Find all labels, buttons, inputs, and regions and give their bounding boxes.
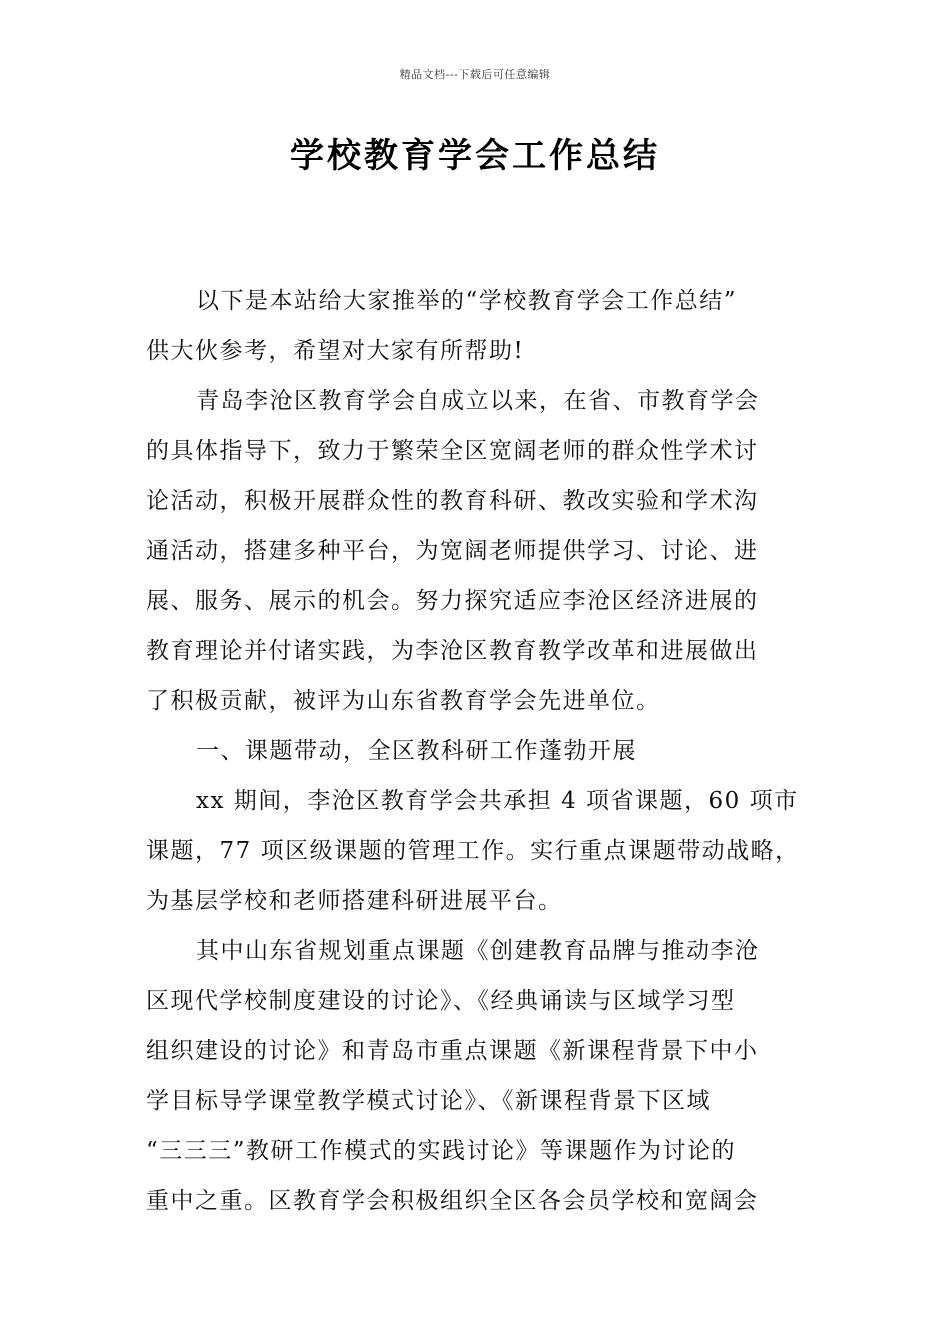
body-line: 教育理论并付诸实践，为李沧区教育教学改革和进展做出 bbox=[146, 638, 759, 664]
document-title: 学校教育学会工作总结 bbox=[290, 136, 660, 176]
body-line: 学目标导学课堂教学模式讨论》、《新课程背景下区域 bbox=[146, 1088, 711, 1114]
header-note: 精品文档---下载后可任意编辑 bbox=[399, 68, 551, 81]
body-line: 区现代学校制度建设的讨论》、《经典诵读与区域学习型 bbox=[146, 988, 736, 1014]
body-line: 课题，77 项区级课题的管理工作。实行重点课题带动战略， bbox=[146, 838, 800, 864]
body-line: 展、服务、展示的机会。努力探究适应李沧区经济进展的 bbox=[146, 588, 759, 614]
body-line: 通活动，搭建多种平台，为宽阔老师提供学习、讨论、进 bbox=[146, 538, 759, 564]
body-line: xx 期间，李沧区教育学会共承担 4 项省课题，60 项市 bbox=[196, 788, 799, 814]
body-line: 其中山东省规划重点课题《创建教育品牌与推动李沧 bbox=[196, 938, 760, 964]
document-body bbox=[146, 276, 806, 1226]
body-line: 青岛李沧区教育学会自成立以来，在省、市教育学会 bbox=[196, 388, 760, 414]
body-line: 供大伙参考，希望对大家有所帮助! bbox=[146, 338, 525, 364]
body-line: 为基层学校和老师搭建科研进展平台。 bbox=[146, 888, 563, 914]
body-line: 重中之重。区教育学会积极组织全区各会员学校和宽阔会 bbox=[146, 1188, 759, 1214]
section-heading: 一、课题带动，全区教科研工作蓬勃开展 bbox=[196, 738, 637, 764]
body-line: 了积极贡献，被评为山东省教育学会先进单位。 bbox=[146, 688, 661, 714]
body-line: 论活动，积极开展群众性的教育科研、教改实验和学术沟 bbox=[146, 488, 759, 514]
body-line: 的具体指导下，致力于繁荣全区宽阔老师的群众性学术讨 bbox=[146, 438, 759, 464]
body-line: 以下是本站给大家推举的“学校教育学会工作总结” bbox=[196, 288, 738, 314]
body-line: “三三三”教研工作模式的实践讨论》等课题作为讨论的 bbox=[146, 1138, 737, 1164]
body-line: 组织建设的讨论》和青岛市重点课题《新课程背景下中小 bbox=[146, 1038, 759, 1064]
